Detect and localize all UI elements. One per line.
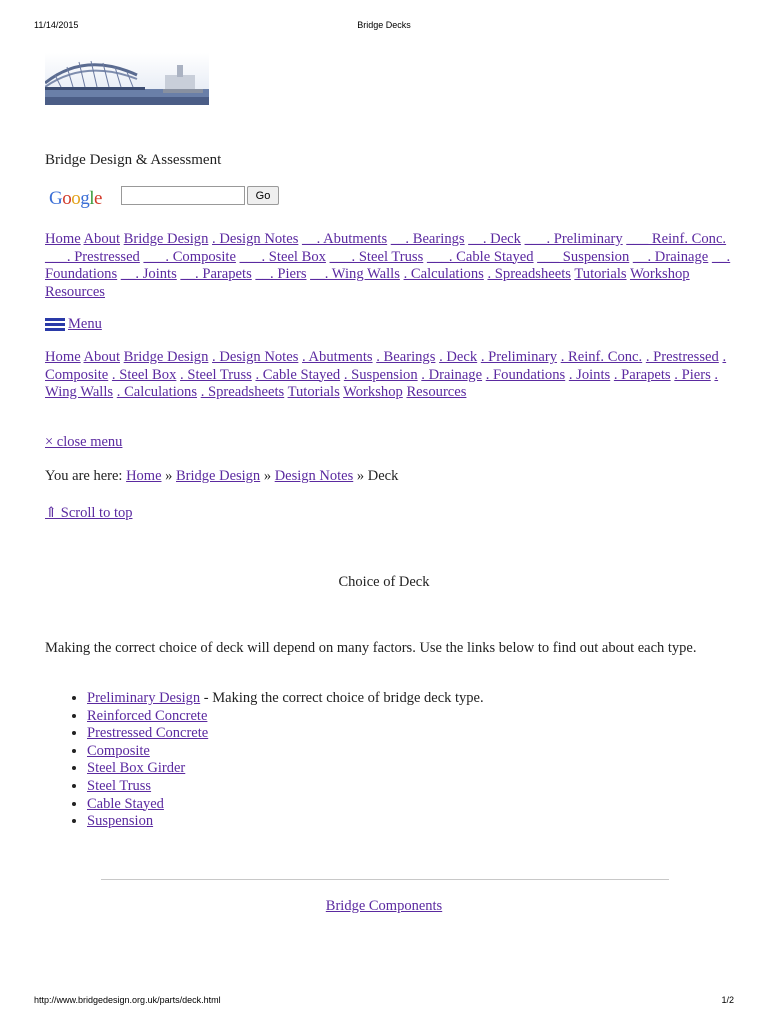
menu-nav-link[interactable]: . Joints <box>568 366 611 383</box>
top-nav-link[interactable]: Workshop <box>629 266 690 283</box>
breadcrumb-current: Deck <box>367 468 399 484</box>
menu-nav-link[interactable]: . Composite <box>45 349 727 383</box>
top-nav-link[interactable]: ___. Steel Truss <box>329 248 424 265</box>
print-date: 11/14/2015 <box>34 20 79 30</box>
list-item <box>87 813 484 831</box>
menu-nav-link[interactable]: . Piers <box>674 366 711 383</box>
hamburger-icon <box>45 316 65 333</box>
go-button[interactable]: Go <box>247 186 279 205</box>
top-nav-link[interactable]: __. Joints <box>120 266 177 283</box>
menu-label: Menu <box>68 316 102 332</box>
menu-toggle[interactable] <box>45 316 102 333</box>
scroll-to-top-link[interactable]: ⇑ Scroll to top <box>45 505 133 521</box>
breadcrumb-separator: » <box>260 468 275 484</box>
menu-nav-link[interactable]: . Deck <box>439 349 478 365</box>
section-title: Choice of Deck <box>338 574 430 590</box>
top-nav-link[interactable]: Tutorials <box>574 266 627 283</box>
menu-nav-link[interactable]: About <box>83 349 120 365</box>
menu-nav-link[interactable]: Workshop <box>343 384 403 401</box>
top-nav-link[interactable]: Resources <box>45 283 105 300</box>
menu-nav-link[interactable]: . Bearings <box>376 349 436 365</box>
close-menu-link[interactable]: × close menu <box>45 434 123 450</box>
top-nav-link[interactable]: ___. Cable Stayed <box>426 248 534 265</box>
top-nav-link[interactable]: __. Abutments <box>302 231 388 247</box>
menu-nav-link[interactable]: . Calculations <box>116 384 198 401</box>
top-nav-link[interactable]: __. Drainage <box>632 248 709 265</box>
menu-nav-link[interactable]: . Design Notes <box>212 349 299 365</box>
top-nav-link[interactable]: __. Bearings <box>390 231 465 247</box>
menu-nav-link[interactable]: . Foundations <box>485 366 566 383</box>
menu-nav-link[interactable]: Bridge Design <box>123 349 209 365</box>
top-nav-link[interactable]: . Design Notes <box>212 231 299 247</box>
breadcrumb-separator: » <box>161 468 177 484</box>
top-nav-link[interactable]: ___. Composite <box>143 248 236 265</box>
deck-type-list <box>45 690 484 831</box>
breadcrumb <box>45 468 398 485</box>
menu-nav-link[interactable]: Home <box>45 349 81 365</box>
breadcrumb-link[interactable]: Design Notes <box>274 468 354 484</box>
menu-nav-link[interactable]: . Spreadsheets <box>200 384 285 401</box>
list-item <box>87 778 484 796</box>
top-nav-link[interactable]: ___. Steel Box <box>239 248 326 265</box>
list-item <box>87 708 484 726</box>
list-item <box>87 690 484 708</box>
breadcrumb-link[interactable]: Home <box>126 468 162 484</box>
google-logo <box>49 188 102 210</box>
top-nav-link[interactable]: Bridge Design <box>123 231 209 247</box>
deck-type-link[interactable]: Composite <box>87 742 150 759</box>
top-nav-link[interactable]: __. Piers <box>255 266 307 283</box>
top-nav-link[interactable]: ___. Preliminary <box>524 231 623 247</box>
menu-nav-link[interactable]: . Drainage <box>421 366 483 383</box>
intro-text: Making the correct choice of deck will depend on many factors. Use the links below to find out about each type. <box>45 640 697 656</box>
google-logo-text: Google <box>49 188 102 209</box>
components-row <box>0 898 768 915</box>
deck-type-link[interactable]: Preliminary Design <box>87 690 201 706</box>
top-nav-link[interactable]: . Calculations <box>403 266 484 283</box>
breadcrumb-link[interactable]: Bridge Design <box>176 468 261 484</box>
list-item <box>87 743 484 761</box>
search-input[interactable] <box>121 186 245 205</box>
top-nav-link[interactable]: ___. Prestressed <box>45 248 140 265</box>
deck-type-link[interactable]: Steel Truss <box>87 777 152 794</box>
list-item <box>87 796 484 814</box>
deck-type-link[interactable]: Cable Stayed <box>87 795 164 812</box>
menu-nav-link[interactable]: . Reinf. Conc. <box>560 349 643 365</box>
print-title: Bridge Decks <box>357 20 411 30</box>
deck-type-link[interactable]: Reinforced Concrete <box>87 707 208 724</box>
breadcrumb-separator: » <box>353 468 368 484</box>
bridge-banner-image <box>45 53 209 105</box>
menu-nav-link[interactable]: Resources <box>406 384 467 401</box>
top-nav-link[interactable]: Home <box>45 231 81 247</box>
site-title: Bridge Design & Assessment <box>45 152 222 168</box>
list-item <box>87 725 484 743</box>
menu-nav-link[interactable]: . Preliminary <box>480 349 558 365</box>
menu-nav-link[interactable]: . Cable Stayed <box>255 366 341 383</box>
top-navigation <box>45 231 735 301</box>
breadcrumb-prefix: You are here: <box>45 468 127 484</box>
top-nav-link[interactable]: About <box>83 231 120 247</box>
top-nav-link[interactable]: __. Foundations <box>45 248 731 283</box>
menu-nav-link[interactable]: . Parapets <box>613 366 671 383</box>
deck-type-link[interactable]: Steel Box Girder <box>87 760 186 777</box>
menu-nav-link[interactable]: . Steel Truss <box>180 366 252 383</box>
top-nav-link[interactable]: __. Parapets <box>180 266 252 283</box>
list-item <box>87 760 484 778</box>
menu-nav-link[interactable]: . Prestressed <box>645 349 719 365</box>
menu-nav-link[interactable]: . Wing Walls <box>45 366 719 401</box>
deck-type-link[interactable]: Prestressed Concrete <box>87 725 209 742</box>
divider <box>101 879 669 880</box>
menu-nav-link[interactable]: Tutorials <box>287 384 340 401</box>
menu-nav-link[interactable]: . Suspension <box>343 366 418 383</box>
menu-nav-link[interactable]: . Abutments <box>302 349 373 365</box>
menu-navigation <box>45 349 735 402</box>
bridge-components-link[interactable]: Bridge Components <box>325 898 443 914</box>
top-nav-link[interactable]: __. Wing Walls <box>310 266 400 283</box>
menu-nav-link[interactable]: . Steel Box <box>111 366 177 383</box>
top-nav-link[interactable]: __. Deck <box>468 231 521 247</box>
top-nav-link[interactable]: . Spreadsheets <box>487 266 571 283</box>
print-url: http://www.bridgedesign.org.uk/parts/deck.html <box>34 995 221 1005</box>
deck-type-link[interactable]: Suspension <box>87 813 154 830</box>
top-nav-link[interactable]: ___ Suspension <box>537 248 630 265</box>
top-nav-link[interactable]: ___ Reinf. Conc. <box>626 231 727 247</box>
deck-type-description: - Making the correct choice of bridge deck type. <box>200 690 484 706</box>
print-page-number: 1/2 <box>721 995 734 1005</box>
